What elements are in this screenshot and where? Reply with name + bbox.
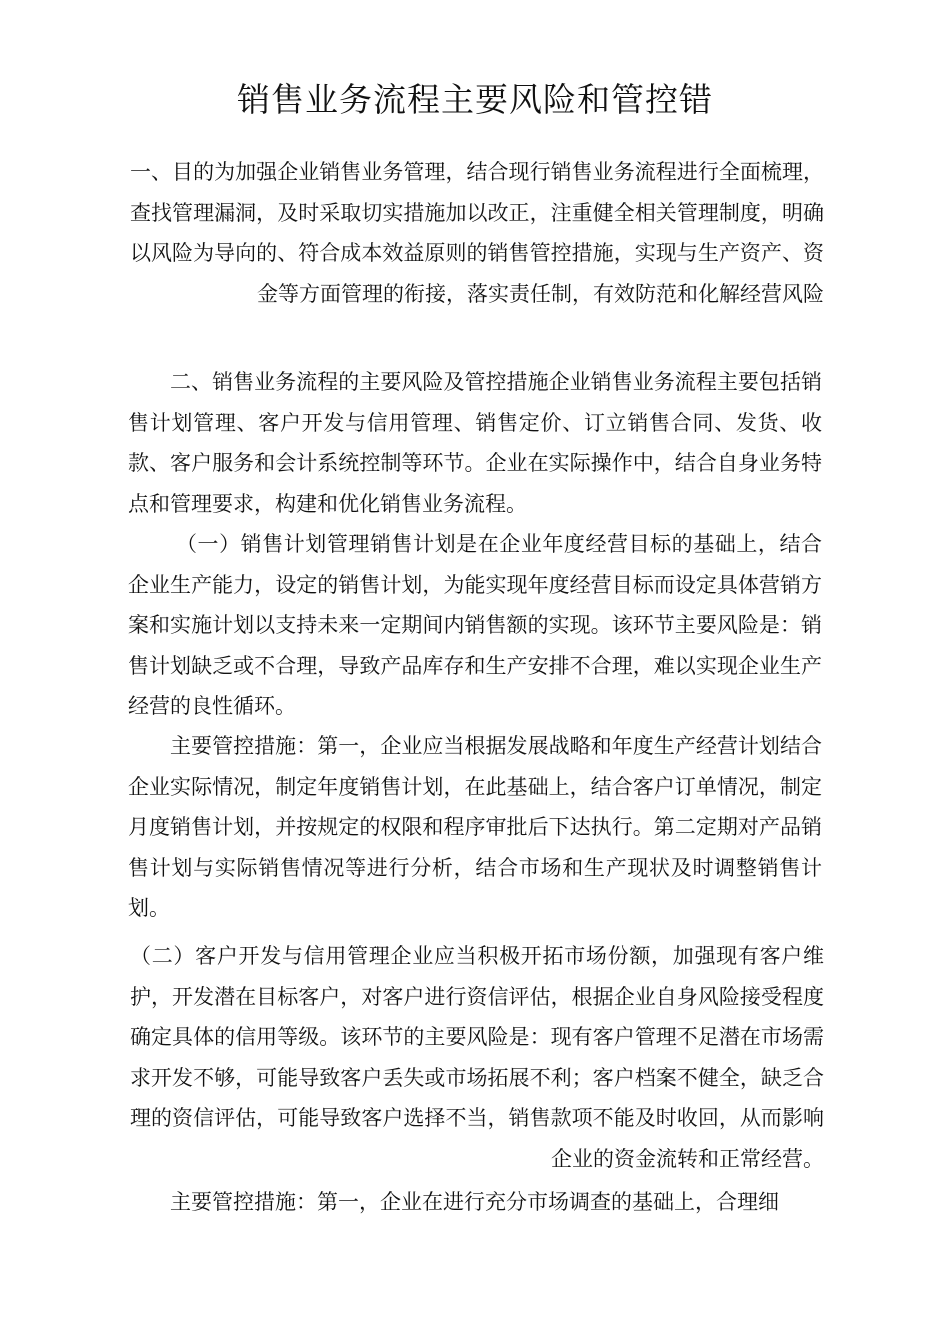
paragraph-sales-plan: （一）销售计划管理销售计划是在企业年度经营目标的基础上，结合企业生产能力，设定的销售计划，为能实现年度经营目标而设定具体营销方案和实施计划以支持未来一定期间内销售额的实现。该环节主要风险是：销售计划缺乏或不合理，导致产品库存和生产安排不合理，难以实现企业生产经营的良性循环。: [128, 532, 822, 718]
paragraph-customer-credit: （二）客户开发与信用管理企业应当积极开拓市场份额，加强现有客户维护，开发潜在目标客户，对客户进行资信评估，根据企业自身风险接受程度确定具体的信用等级。该环节的主要风险是：现有客户管理不足潜在市场需求开发不够，可能导致客户丢失或市场拓展不利；客户档案不健全，缺乏合理的资信评估，可能导致客户选择不当，销售款项不能及时收回，从而影响企业的资金流转和正常经营。: [130, 944, 824, 1171]
paragraph-sales-plan-controls: 主要管控措施：第一，企业应当根据发展战略和年度生产经营计划结合企业实际情况，制定年度销售计划，在此基础上，结合客户订单情况，制定月度销售计划，并按规定的权限和程序审批后下达执行。第二定期对产品销售计划与实际销售情况等进行分析，结合市场和生产现状及时调整销售计划。: [128, 734, 822, 920]
paragraph-customer-controls: 主要管控措施：第一，企业在进行充分市场调查的基础上，合理细: [170, 1190, 779, 1214]
document-title: 销售业务流程主要风险和管控错: [237, 80, 713, 119]
paragraph-purpose: 一、目的为加强企业销售业务管理，结合现行销售业务流程进行全面梳理，查找管理漏洞，及时采取切实措施加以改正，注重健全相关管理制度，明确以风险为导向的、符合成本效益原则的销售管控措施，实现与生产资产、资金等方面管理的衔接，落实责任制，有效防范和化解经营风险: [130, 160, 824, 306]
paragraph-main-risks: 二、销售业务流程的主要风险及管控措施企业销售业务流程主要包括销售计划管理、客户开发与信用管理、销售定价、订立销售合同、发货、收款、客户服务和会计系统控制等环节。企业在实际操作中，结合自身业务特点和管理要求，构建和优化销售业务流程。: [128, 370, 822, 516]
